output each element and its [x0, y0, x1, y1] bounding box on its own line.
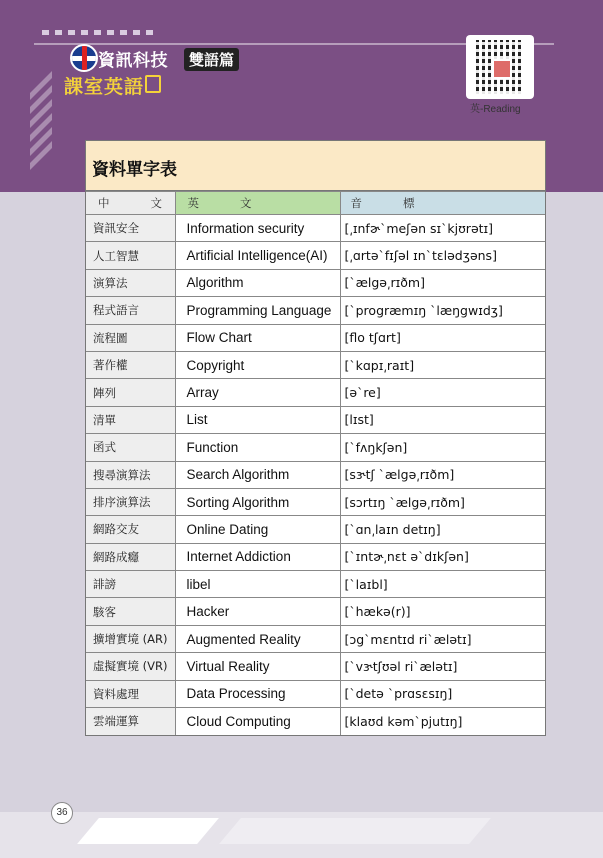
column-header-english: 英 文 [175, 192, 340, 215]
table-row [86, 625, 545, 652]
column-header-chinese: 中 文 [86, 192, 175, 215]
decorative-dashes [42, 30, 153, 35]
footer-stripe [77, 818, 219, 844]
uk-flag-icon [70, 44, 98, 72]
cell-chinese: 網路交友 [86, 516, 175, 543]
cell-chinese: 資料處理 [86, 680, 175, 707]
cell-phonetic: [lɪst] [340, 406, 545, 433]
table-row [86, 680, 545, 707]
table-row [86, 571, 545, 598]
decorative-stripes [30, 72, 52, 168]
cell-phonetic: [ˋdetə ˋprɑsɛsɪŋ] [340, 680, 545, 707]
qr-code-panel[interactable] [466, 35, 534, 99]
cell-english: Hacker [175, 598, 340, 625]
glossary-card [85, 140, 546, 736]
book-title: 課室英語 [64, 76, 145, 98]
table-row [86, 351, 545, 378]
cell-phonetic: [ˋprogræmɪŋ ˋlæŋgwɪdʒ] [340, 297, 545, 324]
cell-english: Copyright [175, 351, 340, 378]
cell-phonetic: [ɔgˋmɛntɪd riˋælətɪ] [340, 625, 545, 652]
cell-chinese: 清單 [86, 406, 175, 433]
qr-code-icon[interactable] [476, 40, 524, 94]
cell-phonetic: [klaʊd kəmˋpjutɪŋ] [340, 708, 545, 735]
cell-chinese: 著作權 [86, 351, 175, 378]
cell-chinese: 資訊安全 [86, 215, 175, 242]
table-row [86, 269, 545, 296]
cell-english: Internet Addiction [175, 543, 340, 570]
footer-stripe [219, 818, 491, 844]
table-row [86, 543, 545, 570]
cell-chinese: 駭客 [86, 598, 175, 625]
book-icon [145, 75, 161, 93]
cell-english: Data Processing [175, 680, 340, 707]
cell-english: Search Algorithm [175, 461, 340, 488]
cell-phonetic: [ˋælgə͵rɪðm] [340, 269, 545, 296]
cell-phonetic: [sɔrtɪŋ ˋælgə͵rɪðm] [340, 488, 545, 515]
cell-english: libel [175, 571, 340, 598]
series-tag: 雙語篇 [184, 48, 239, 71]
glossary-title: 資料單字表 [86, 141, 545, 191]
cell-phonetic: [flo tʃɑrt] [340, 324, 545, 351]
cell-chinese: 人工智慧 [86, 242, 175, 269]
cell-chinese: 函式 [86, 434, 175, 461]
cell-phonetic: [ˋɑn͵laɪn detɪŋ] [340, 516, 545, 543]
cell-chinese: 陣列 [86, 379, 175, 406]
table-row [86, 406, 545, 433]
cell-chinese: 擴增實境 (AR) [86, 625, 175, 652]
table-row [86, 379, 545, 406]
cell-phonetic: [ˋlaɪbl] [340, 571, 545, 598]
cell-english: Sorting Algorithm [175, 488, 340, 515]
series-title: 資訊科技 [98, 51, 168, 71]
table-header-row [86, 192, 545, 215]
table-row [86, 215, 545, 242]
glossary-table [86, 191, 545, 735]
table-row [86, 488, 545, 515]
cell-phonetic: [ˋhækə(r)] [340, 598, 545, 625]
page-number: 36 [51, 802, 73, 824]
cell-phonetic: [͵ɑrtəˋfɪʃəl ɪnˋtɛlədʒəns] [340, 242, 545, 269]
cell-phonetic: [sɝtʃ ˋælgə͵rɪðm] [340, 461, 545, 488]
cell-phonetic: [͵ɪnfɚˋmeʃən sɪˋkjʊrətɪ] [340, 215, 545, 242]
table-row [86, 461, 545, 488]
table-row [86, 434, 545, 461]
cell-phonetic: [ˋkɑpɪ͵raɪt] [340, 351, 545, 378]
cell-chinese: 虛擬實境 (VR) [86, 653, 175, 680]
cell-english: Virtual Reality [175, 653, 340, 680]
cell-chinese: 演算法 [86, 269, 175, 296]
cell-english: Cloud Computing [175, 708, 340, 735]
table-row [86, 598, 545, 625]
cell-english: Programming Language [175, 297, 340, 324]
cell-english: Array [175, 379, 340, 406]
qr-caption: 英-Reading [470, 104, 521, 115]
table-row [86, 297, 545, 324]
cell-phonetic: [ˋvɝtʃʊəl riˋælətɪ] [340, 653, 545, 680]
cell-english: Artificial Intelligence(AI) [175, 242, 340, 269]
column-header-phonetic: 音 標 [340, 192, 545, 215]
cell-chinese: 排序演算法 [86, 488, 175, 515]
table-row [86, 324, 545, 351]
cell-phonetic: [əˋre] [340, 379, 545, 406]
cell-english: Information security [175, 215, 340, 242]
cell-chinese: 誹謗 [86, 571, 175, 598]
cell-chinese: 雲端運算 [86, 708, 175, 735]
cell-english: Flow Chart [175, 324, 340, 351]
cell-phonetic: [ˋfʌŋkʃən] [340, 434, 545, 461]
table-row [86, 653, 545, 680]
table-row [86, 242, 545, 269]
cell-chinese: 程式語言 [86, 297, 175, 324]
cell-chinese: 網路成癮 [86, 543, 175, 570]
table-row [86, 708, 545, 735]
cell-phonetic: [ˋɪntɚ͵nɛt əˋdɪkʃən] [340, 543, 545, 570]
cell-chinese: 搜尋演算法 [86, 461, 175, 488]
cell-english: List [175, 406, 340, 433]
table-row [86, 516, 545, 543]
cell-chinese: 流程圖 [86, 324, 175, 351]
cell-english: Algorithm [175, 269, 340, 296]
cell-english: Augmented Reality [175, 625, 340, 652]
cell-english: Function [175, 434, 340, 461]
cell-english: Online Dating [175, 516, 340, 543]
